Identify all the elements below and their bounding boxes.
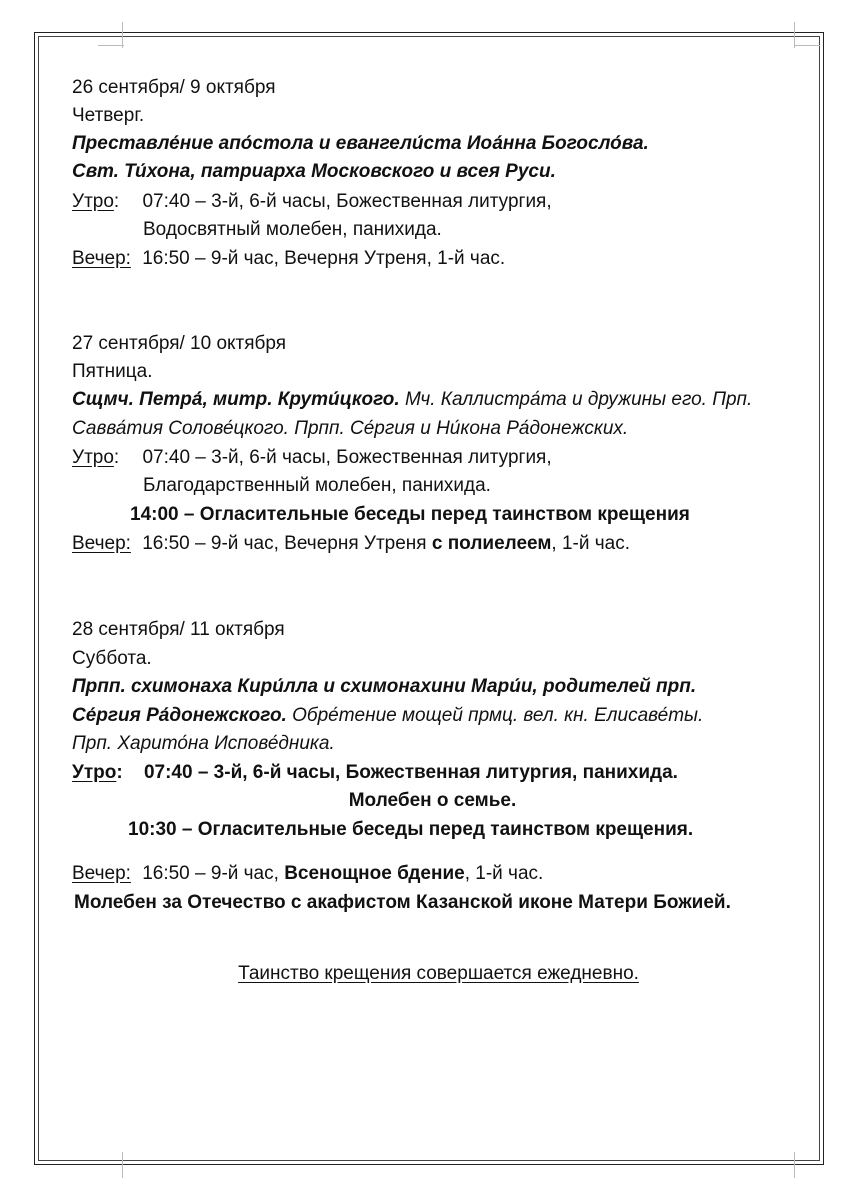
evening-line <box>72 860 543 888</box>
evening-bold: с полиелеем <box>431 533 552 554</box>
morning-label: Утро <box>72 447 114 468</box>
crop-mark <box>794 45 820 46</box>
day-date: 28 сентября/ 11 октября <box>72 619 285 640</box>
evening-label: Вечер: <box>72 533 131 554</box>
catechesis-line: 14:00 – Огласительные беседы перед таинством крещения <box>130 504 690 525</box>
evening-line <box>72 245 505 273</box>
feast-rest: Обре́тение мощей прмц. вел. кн. Елисаве́ты. <box>292 705 704 726</box>
morning-text: 07:40 – 3-й, 6-й часы, Божественная литургия, панихида. <box>143 762 678 783</box>
feast-line: Прп. Харито́на Испове́дника. <box>72 733 335 754</box>
crop-mark <box>98 45 124 46</box>
morning-line: Водосвятный молебен, панихида. <box>143 219 442 240</box>
crop-mark <box>122 1152 123 1178</box>
feast-bold: Сщмч. Петра́, митр. Крути́цкого. <box>72 389 400 410</box>
day-weekday: Четверг. <box>72 105 145 126</box>
feast-line: Преставле́ние апо́стола и евангели́ста Иоа́нна Богосло́ва. <box>72 133 649 154</box>
feast-bold: Се́ргия Ра́донежского. <box>72 705 287 726</box>
moleben-line: Молебен за Отечество с акафистом Казанской иконе Матери Божией. <box>74 892 731 913</box>
evening-text: 16:50 – 9-й час, <box>142 863 279 884</box>
day-date: 26 сентября/ 9 октября <box>72 77 276 98</box>
morning-label: Утро <box>72 762 117 783</box>
footer-note: Таинство крещения совершается ежедневно. <box>238 963 639 984</box>
morning-line: Благодарственный молебен, панихида. <box>143 475 491 496</box>
morning-text: 07:40 – 3-й, 6-й часы, Божественная литургия, <box>142 447 552 468</box>
feast-line: Свт. Ти́хона, патриарха Московского и всея Руси. <box>72 161 556 182</box>
morning-text: 07:40 – 3-й, 6-й часы, Божественная литургия, <box>142 191 552 212</box>
evening-label: Вечер: <box>72 248 131 269</box>
feast-line: Прпп. схимонаха Кири́лла и схимонахини Мари́и, родителей прп. <box>72 676 697 697</box>
evening-text: , 1-й час. <box>551 533 630 554</box>
morning-line: Утро: 07:40 – 3-й, 6-й часы, Божественная литургия, панихида. <box>72 762 678 783</box>
feast-line <box>72 386 752 414</box>
morning-line: Утро: 07:40 – 3-й, 6-й часы, Божественная литургия, <box>72 447 552 468</box>
catechesis-line: 10:30 – Огласительные беседы перед таинством крещения. <box>128 819 694 840</box>
morning-label: Утро <box>72 191 114 212</box>
evening-text: 16:50 – 9-й час, Вечерня Утреня <box>142 533 427 554</box>
evening-label: Вечер: <box>72 863 131 884</box>
feast-line: Савва́тия Солове́цкого. Прпп. Се́ргия и Ни́кона Ра́донежских. <box>72 418 629 439</box>
evening-line <box>72 530 630 558</box>
crop-mark <box>794 1152 795 1178</box>
evening-bold: Всенощное бдение <box>284 863 465 884</box>
day-date: 27 сентября/ 10 октября <box>72 333 287 354</box>
evening-text: , 1-й час. <box>464 863 544 884</box>
feast-rest: Мч. Каллистра́та и дружины его. Прп. <box>404 389 753 410</box>
feast-line <box>72 702 703 730</box>
morning-line: Молебен о семье. <box>348 790 517 811</box>
day-weekday: Суббота. <box>72 648 152 669</box>
evening-text: 16:50 – 9-й час, Вечерня Утреня, 1-й час. <box>142 248 506 269</box>
morning-line: Утро: 07:40 – 3-й, 6-й часы, Божественная литургия, <box>72 191 552 212</box>
day-weekday: Пятница. <box>72 361 153 382</box>
